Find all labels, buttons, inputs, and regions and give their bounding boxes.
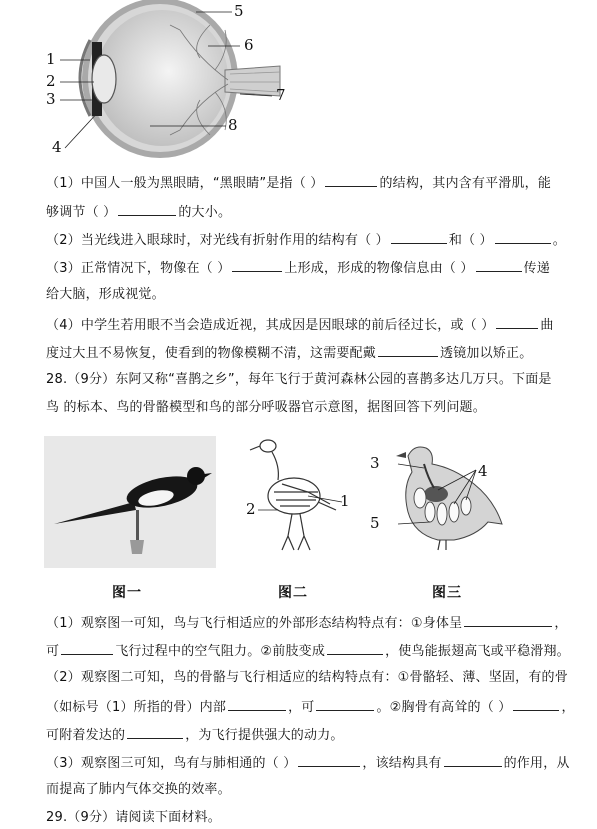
q28-p2-text-d: 。②胸骨有高耸的（ ） [376, 700, 512, 715]
q28-p2-text-f: 可附着发达的 [46, 728, 126, 743]
q28-p3-text-d: 而提高了肺内气体交换的效率。 [46, 782, 231, 797]
answer-blank[interactable] [378, 344, 438, 357]
answer-blank[interactable] [118, 203, 176, 216]
skeleton-label-1: 1 [340, 492, 350, 510]
q27-p4-text-b: 曲 [540, 318, 554, 333]
answer-blank[interactable] [298, 754, 360, 767]
respiratory-label-5: 5 [370, 514, 380, 532]
q28-part3-line1 [46, 754, 570, 772]
q28-part1-line2 [46, 642, 570, 660]
answer-blank[interactable] [496, 316, 538, 329]
q27-part2 [46, 231, 566, 249]
q28-intro-line1 [46, 372, 561, 388]
eye-label-6: 6 [244, 36, 254, 54]
q27-part4-line2 [46, 344, 561, 362]
q28-p3-text-b: ，该结构具有 [362, 756, 442, 771]
answer-blank[interactable] [232, 259, 282, 272]
eye-label-8: 8 [228, 116, 238, 134]
answer-blank[interactable] [476, 259, 522, 272]
eye-label-leaders [0, 0, 300, 160]
answer-blank[interactable] [464, 614, 552, 627]
q28-p1-text-c: 可 [46, 644, 60, 659]
answer-blank[interactable] [316, 698, 374, 711]
skeleton-label-2: 2 [246, 500, 256, 518]
answer-blank[interactable] [495, 231, 551, 244]
q28-p1-text-b: ， [554, 616, 568, 631]
q27-p3-text-d: 给大脑，形成视觉。 [46, 287, 165, 302]
q27-p4-text-c: 度过大且不易恢复，使看到的物像模糊不清，这需要配戴 [46, 346, 377, 361]
answer-blank[interactable] [513, 698, 559, 711]
q29-intro [46, 810, 561, 826]
eye-label-2: 2 [46, 72, 56, 90]
q28-intro-text-2: 鸟 的标本、鸟的骨骼模型和鸟的部分呼吸器官示意图，据图回答下列问题。 [46, 400, 486, 415]
q28-p3-text-c: 的作用，从 [503, 756, 570, 771]
q28-part2-line3 [46, 726, 561, 744]
q27-part4-line1 [46, 316, 561, 334]
q27-p2-text-c: 。 [552, 233, 566, 248]
q27-p4-text-d: 透镜加以矫正。 [440, 346, 533, 361]
q28-part1-line1 [46, 614, 568, 632]
q28-intro-line2 [46, 400, 561, 416]
q28-p2-text-b: （如标号（1）所指的骨）内部 [46, 700, 227, 715]
q27-part1-line2 [46, 203, 561, 221]
eye-label-3: 3 [46, 90, 56, 108]
q27-p2-text-b: 和（ ） [448, 233, 493, 248]
answer-blank[interactable] [127, 726, 183, 739]
q27-p3-text-b: 上形成，形成的物像信息由（ ） [284, 261, 474, 276]
q28-p2-text-a: （2）观察图二可知，鸟的骨骼与飞行相适应的结构特点有：①骨骼轻、薄、坚固，有的骨 [46, 670, 568, 685]
q28-p1-text-d: 飞行过程中的空气阻力。②前肢变成 [115, 644, 326, 659]
answer-blank[interactable] [61, 642, 113, 655]
q27-p1-text-c: 够调节（ ） [46, 205, 117, 220]
answer-blank[interactable] [391, 231, 447, 244]
answer-blank[interactable] [228, 698, 286, 711]
figure-caption-3: 图三 [432, 585, 462, 601]
q29-intro-text: 29.（9分）请阅读下面材料。 [46, 810, 221, 825]
figure-caption-2: 图二 [278, 585, 308, 601]
q28-part2-line1 [46, 670, 568, 686]
q28-p2-text-e: ， [561, 700, 575, 715]
q28-p2-text-g: ，为飞行提供强大的动力。 [185, 728, 344, 743]
q27-part3-line1 [46, 259, 561, 277]
q27-part1-line1 [46, 174, 561, 192]
eye-label-5: 5 [234, 2, 244, 20]
q27-p1-text-d: 的大小。 [178, 205, 232, 220]
answer-blank[interactable] [325, 174, 377, 187]
answer-blank[interactable] [327, 642, 383, 655]
answer-blank[interactable] [444, 754, 502, 767]
eye-label-7: 7 [276, 86, 286, 104]
q28-intro-text-1: 28.（9分）东阿又称“喜鹊之乡”，每年飞行于黄河森林公园的喜鹊多达几万只。下面是 [46, 372, 552, 387]
q27-p3-text-c: 传递 [523, 261, 550, 276]
q27-p4-text-a: （4）中学生若用眼不当会造成近视，其成因是因眼球的前后径过长，或（ ） [46, 318, 495, 333]
respiratory-label-4: 4 [478, 462, 488, 480]
q28-part2-line2 [46, 698, 575, 716]
q28-p2-text-c: ，可 [288, 700, 315, 715]
figure-caption-1: 图一 [112, 585, 142, 601]
q28-p1-text-e: ，使鸟能振翅高飞或平稳滑翔。 [385, 644, 570, 659]
q28-part3-line2 [46, 782, 561, 798]
q28-p3-text-a: （3）观察图三可知，鸟有与肺相通的（ ） [46, 756, 297, 771]
bird-respiratory-diagram [384, 438, 508, 556]
q27-p2-text-a: （2）当光线进入眼球时，对光线有折射作用的结构有（ ） [46, 233, 389, 248]
q27-p1-text-b: 的结构，其内含有平滑肌，能 [379, 176, 552, 191]
magpie-specimen-image [44, 436, 216, 568]
eye-label-1: 1 [46, 50, 56, 68]
eye-label-4: 4 [52, 138, 62, 156]
magpie-photo [44, 436, 216, 568]
q27-part3-line2 [46, 287, 561, 303]
q27-p1-text-a: （1）中国人一般为黑眼睛，“黑眼睛”是指（ ） [46, 176, 324, 191]
respiratory-label-3: 3 [370, 454, 380, 472]
q27-p3-text-a: （3）正常情况下，物像在（ ） [46, 261, 231, 276]
q28-p1-text-a: （1）观察图一可知，鸟与飞行相适应的外部形态结构特点有：①身体呈 [46, 616, 463, 631]
